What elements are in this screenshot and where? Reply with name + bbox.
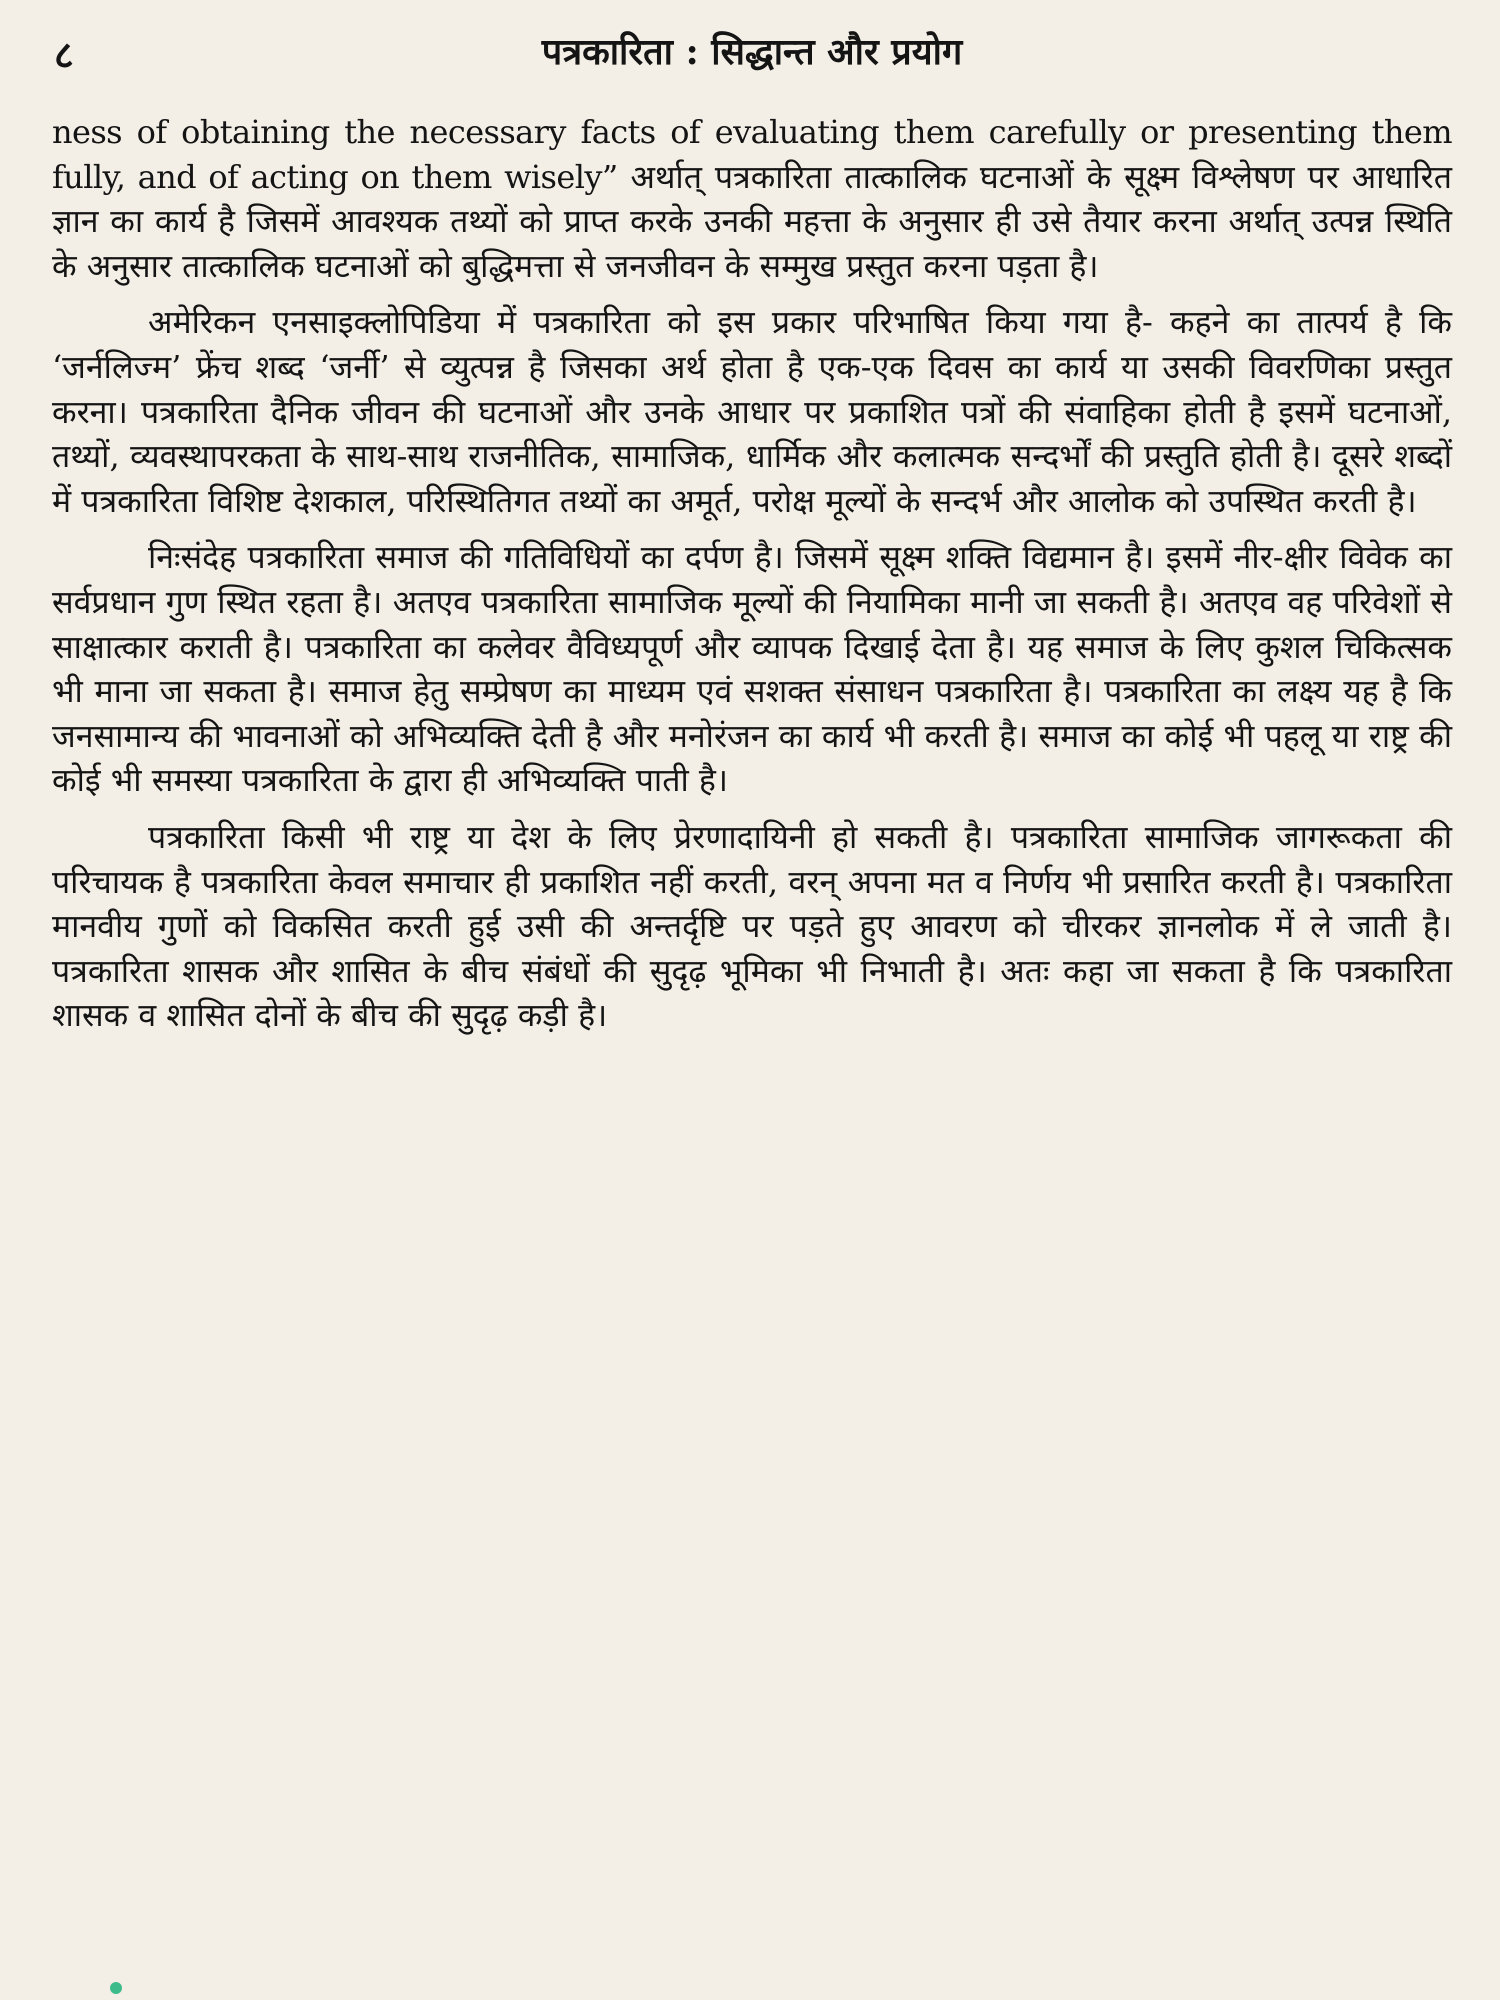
paragraph-4: पत्रकारिता किसी भी राष्ट्र या देश के लिए प्रेरणादायिनी हो सकती है। पत्रकारिता सामाजिक जागरूकता की परिचायक है पत्रकारिता केवल समाचार ही प्रकाशित नहीं करती, वरन् अपना मत व निर्णय भी प्रसारित करती है। पत्रकारिता मानवीय गुणों को विकसित करती हुई उसी की अन्तर्दृष्टि पर पड़ते हुए आवरण को चीरकर ज्ञानलोक में ले जाती है। पत्रकारिता शासक और शासित के बीच संबंधों की सुदृढ़ भूमिका भी निभाती है। अतः कहा जा सकता है कि पत्रकारिता शासक व शासित दोनों के बीच की सुदृढ़ कड़ी है। [52,817,1452,1035]
ink-speck [110,1982,122,1994]
paragraph-2: अमेरिकन एनसाइक्लोपिडिया में पत्रकारिता को इस प्रकार परिभाषित किया गया है- कहने का तात्पर्य है कि ‘जर्नलिज्म’ फ्रेंच शब्द ‘जर्नी’ से व्युत्पन्न है जिसका अर्थ होता है एक-एक दिवस का कार्य या उसकी विवरणिका प्रस्तुत करना। पत्रकारिता दैनिक जीवन की घटनाओं और उनके आधार पर प्रकाशित पत्रों की संवाहिका होती है इसमें घटनाओं, तथ्यों, व्यवस्थापरकता के साथ-साथ राजनीतिक, सामाजिक, धार्मिक और कलात्मक सन्दर्भों की प्रस्तुति होती है। दूसरे शब्दों में पत्रकारिता विशिष्ट देशकाल, परिस्थितिगत तथ्यों का अमूर्त, परोक्ष मूल्यों के सन्दर्भ और आलोक को उपस्थित करती है। [52,303,1452,520]
running-title: पत्रकारिता : सिद्धान्त और प्रयोग [541,31,963,73]
page-number: ८ [54,32,74,77]
page-header [52,22,1452,82]
english-quotation: ness of obtaining the necessary facts of evaluating them carefully or presenting them fully, and of acting on them wisely” [52,113,1452,196]
paragraph-3: निःसंदेह पत्रकारिता समाज की गतिविधियों का दर्पण है। जिसमें सूक्ष्म शक्ति विद्यमान है। इसमें नीर-क्षीर विवेक का सर्वप्रधान गुण स्थित रहता है। अतएव पत्रकारिता सामाजिक मूल्यों की नियामिका मानी जा सकती है। अतएव वह परिवेशों से साक्षात्कार कराती है। पत्रकारिता का कलेवर वैविध्यपूर्ण और व्यापक दिखाई देता है। यह समाज के लिए कुशल चिकित्सक भी माना जा सकता है। समाज हेतु सम्प्रेषण का माध्यम एवं सशक्त संसाधन पत्रकारिता है। पत्रकारिता का लक्ष्य यह है कि जनसामान्य की भावनाओं को अभिव्यक्ति देती है और मनोरंजन का कार्य भी करती है। समाज का कोई भी पहलू या राष्ट्र की कोई भी समस्या पत्रकारिता के द्वारा ही अभिव्यक्ति पाती है। [52,538,1452,800]
paragraph-1 [52,110,1452,288]
hindi-explanation: अर्थात् पत्रकारिता तात्कालिक घटनाओं के सूक्ष्म विश्लेषण पर आधारित ज्ञान का कार्य है जिसमें आवश्यक तथ्यों को प्राप्त करके उनकी महत्ता के अनुसार ही उसे तैयार करना अर्थात् उत्पन्न स्थिति के अनुसार तात्कालिक घटनाओं को बुद्धिमत्ता से जनजीवन के सम्मुख प्रस्तुत करना पड़ता है। [52,157,1453,285]
